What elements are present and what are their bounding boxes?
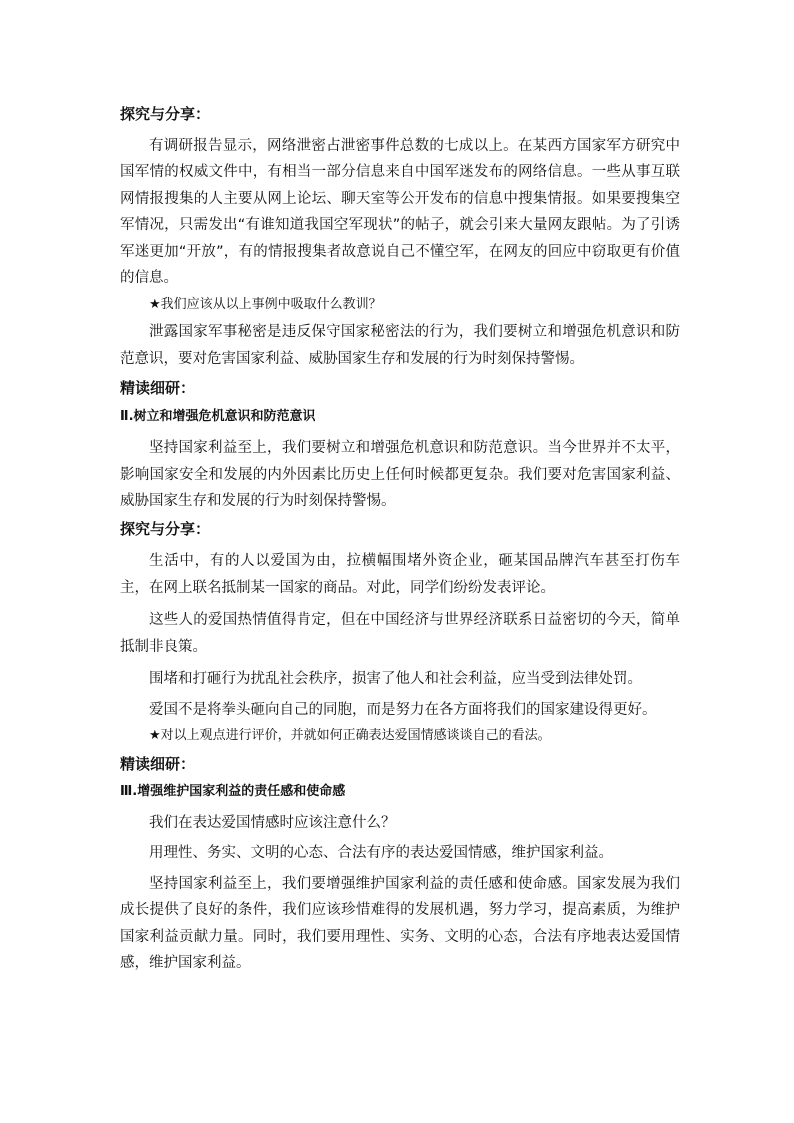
- paragraph-responsibility-mission: 坚持国家利益至上，我们要增强维护国家利益的责任感和使命感。国家发展为我们成长提供了良好的条件，我们应该珍惜难得的发展机遇，努力学习，提高素质，为维护国家利益贡献力量。同时，我们要用理性、实务、文明的心态，合法有序地表达爱国情感，维护国家利益。: [120, 875, 680, 971]
- section-heading-explore-2: 探究与分享：: [120, 520, 211, 539]
- paragraph-network-leak-report: 有调研报告显示，网络泄密占泄密事件总数的七成以上。在某西方国家军方研究中国军情的权威文件中，有相当一部分信息来自中国军迷发布的网络信息。一些从事互联网情报搜集的人主要从网上论坛、聊天室等公开发布的信息中搜集情报。如果要搜集空军情况，只需发出“有谁知道我国空军现状”的帖子，就会引来大量网友跟帖。为了引诱军迷更加“开放”，有的情报搜集者故意说自己不懂空军，在网友的回应中窃取更有价值的信息。: [120, 138, 680, 287]
- subheading-responsibility: Ⅲ.增强维护国家利益的责任感和使命感: [120, 783, 346, 799]
- question-lesson: ★我们应该从以上事例中吸取什么教训？: [149, 297, 382, 313]
- section-heading-read-1: 精读细研：: [120, 379, 196, 398]
- paragraph-leak-answer: 泄露国家军事秘密是违反保守国家秘密法的行为，我们要树立和增强危机意识和防范意识，要对危害国家利益、威胁国家生存和发展的行为时刻保持警惕。: [120, 324, 680, 367]
- paragraph-opinion-2: 围堵和打砸行为扰乱社会秩序，损害了他人和社会利益，应当受到法律处罚。: [149, 671, 642, 688]
- paragraph-opinion-3: 爱国不是将拳头砸向自己的同胞，而是努力在各方面将我们的国家建设得更好。: [149, 701, 657, 718]
- document-content: [120, 104, 680, 976]
- section-heading-read-2: 精读细研：: [120, 754, 196, 773]
- paragraph-question-attention: 我们在表达爱国情感时应该注意什么？: [149, 814, 396, 831]
- paragraph-boycott-scenario: 生活中，有的人以爱国为由，拉横幅围堵外资企业，砸某国品牌汽车甚至打伤车主，在网上联名抵制某一国家的商品。对此，同学们纷纷发表评论。: [120, 553, 680, 596]
- paragraph-rational-expression: 用理性、务实、文明的心态、合法有序的表达爱国情感，维护国家利益。: [149, 845, 613, 862]
- section-heading-explore-1: 探究与分享：: [120, 105, 211, 123]
- paragraph-opinion-1: 这些人的爱国热情值得肯定，但在中国经济与世界经济联系日益密切的今天，简单抵制非良策。: [120, 612, 680, 655]
- question-evaluate: ★对以上观点进行评价，并就如何正确表达爱国情感谈谈自己的看法。: [149, 727, 551, 743]
- paragraph-national-interest-first: 坚持国家利益至上，我们要树立和增强危机意识和防范意识。当今世界并不太平，影响国家安全和发展的内外因素比历史上任何时候都更复杂。我们要对危害国家利益、威胁国家生存和发展的行为时刻保持警惕。: [120, 440, 680, 510]
- subheading-crisis-awareness: Ⅱ.树立和增强危机意识和防范意识: [120, 409, 316, 425]
